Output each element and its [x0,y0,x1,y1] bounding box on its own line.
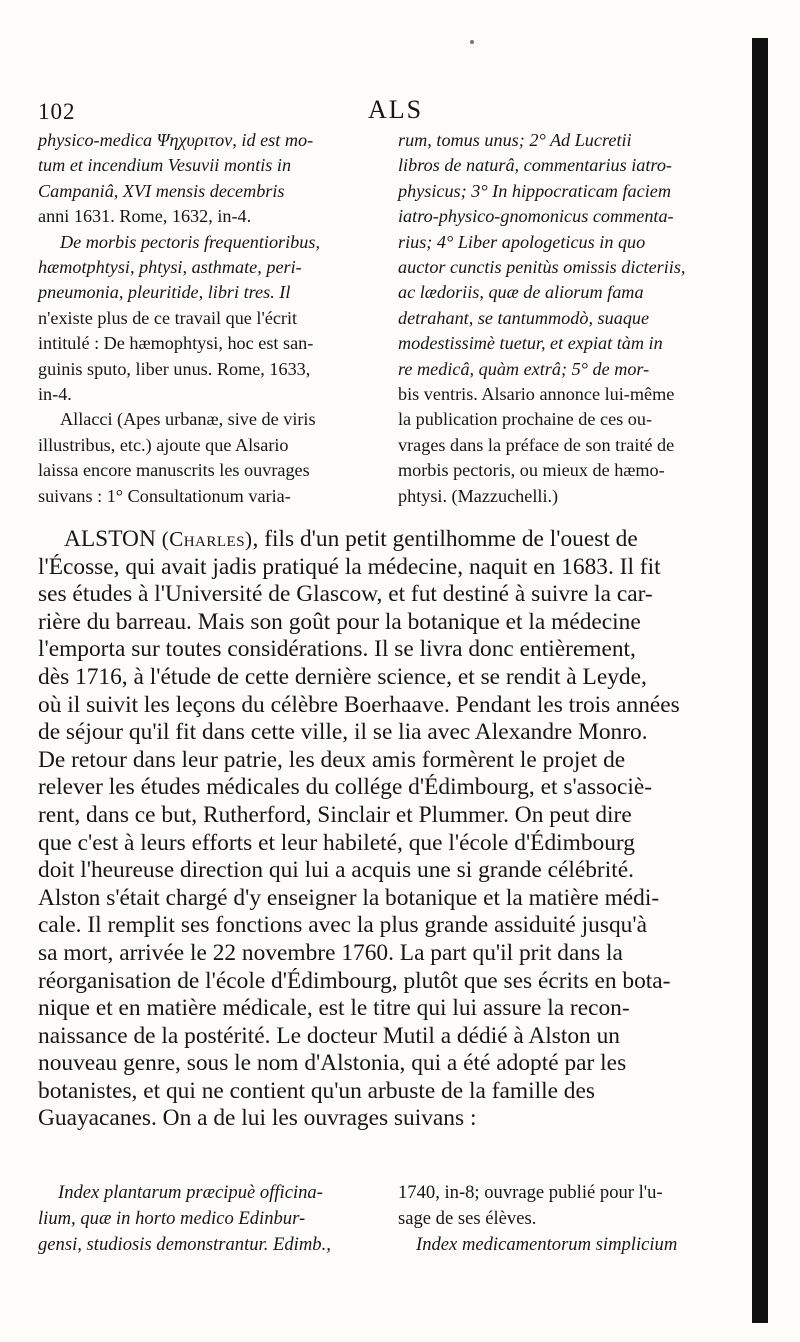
right-line: rum, tomus unus; 2° Ad Lucretii [398,130,632,150]
entry-line: l'emporta sur toutes considérations. Il se livra donc entièrement, [38,636,636,663]
right-line: morbis pectoris, ou mieux de hæmo- [398,460,665,481]
entry-line: botanistes, et qui ne contient qu'un arbuste de la famille des [38,1077,595,1104]
entry-first-name: (Charles) [161,527,253,551]
entry-line: que c'est à leurs efforts et leur habileté, que l'école d'Édimbourg [38,829,635,856]
entry-line: De retour dans leur patrie, les deux amis formèrent le projet de [38,746,626,773]
right-line: iatro-physico-gnomonicus commenta- [398,206,674,227]
right-line: la publication prochaine de ces ou- [398,409,653,430]
main-entry [38,526,730,1133]
left-column [38,128,370,509]
entry-line: , fils d'un petit gentilhomme de l'ouest de [252,526,638,552]
left-line: illustribus, etc.) ajoute que Alsario [38,434,289,455]
bottom-left-column [38,1180,378,1258]
right-line: detrahant, se tantummodò, suaque [398,307,650,328]
entry-line: doit l'heureuse direction qui lui a acquis une si grande célébrité. [38,857,634,884]
left-line: laissa encore manuscrits les ouvrages [38,460,310,481]
entry-first-line [38,526,730,554]
entry-line: l'Écosse, qui avait jadis pratiqué la médecine, naquit en 1683. Il fit [38,553,661,580]
scan-edge-bar [752,38,768,1323]
right-line: auctor cunctis penitùs omissis dicteriis, [398,257,686,278]
bottom-left-line: lium, quæ in horto medico Edinbur- [38,1208,306,1229]
page-number: 102 [38,99,76,124]
right-line: re medicâ, quàm extrâ; 5° de mor- [398,358,650,379]
right-line: libros de naturâ, commentarius iatro- [398,155,672,176]
left-line: hæmotphtysi, phtysi, asthmate, peri- [38,257,302,278]
entry-line: cale. Il remplit ses fonctions avec la plus grande assiduité jusqu'à [38,912,647,939]
entry-headword: ALSTON [64,526,156,552]
entry-line: Guayacanes. On a de lui les ouvrages suivans : [38,1105,477,1132]
entry-line: naissance de la postérité. Le docteur Mutil a dédié à Alston un [38,1022,620,1049]
left-line: physico-medica Ψηχυριτον, id est mo- [38,130,314,150]
left-line: intitulé : De hæmophtysi, hoc est san- [38,333,314,354]
bottom-left-line: gensi, studiosis demonstrantur. Edimb., [38,1234,331,1255]
scan-speck [470,40,474,44]
running-head: ALS [368,95,424,124]
bottom-right-line: sage de ses élèves. [398,1208,537,1229]
entry-line: rière du barreau. Mais son goût pour la botanique et la médecine [38,608,641,635]
right-line: modestissimè tuetur, et expiat tàm in [398,333,663,354]
entry-line: réorganisation de l'école d'Édimbourg, plutôt que ses écrits en bota- [38,967,671,994]
left-line: anni 1631. Rome, 1632, in-4. [38,206,252,227]
entry-line: sa mort, arrivée le 22 novembre 1760. La part qu'il prit dans la [38,939,623,966]
bottom-left-line: Index plantarum præcipuè officina- [58,1182,323,1203]
entry-line: rent, dans ce but, Rutherford, Sinclair et Plummer. On peut dire [38,801,632,828]
bottom-right-line: 1740, in-8; ouvrage publié pour l'u- [398,1182,663,1203]
entry-line: de séjour qu'il fit dans cette ville, il se lia avec Alexandre Monro. [38,719,648,746]
bottom-right-column [398,1180,738,1258]
right-line: bis ventris. Alsario annonce lui-même [398,384,675,405]
entry-line: ses études à l'Université de Glascow, et fut destiné à suivre la car- [38,581,653,608]
entry-line: nique et en matière médicale, est le titre qui lui assure la recon- [38,995,630,1022]
left-line: De morbis pectoris frequentioribus, [60,231,320,252]
left-line: suivans : 1° Consultationum varia- [38,485,291,506]
right-line: rius; 4° Liber apologeticus in quo [398,231,646,252]
left-line: Allacci (Apes urbanæ, sive de viris [60,409,316,430]
entry-line: nouveau genre, sous le nom d'Alstonia, qui a été adopté par les [38,1050,627,1077]
left-line: in-4. [38,384,72,405]
bottom-right-line: Index medicamentorum simplicium [416,1234,678,1255]
left-line: guinis sputo, liber unus. Rome, 1633, [38,358,311,379]
entry-line: dès 1716, à l'étude de cette dernière science, et se rendit à Leyde, [38,663,647,690]
left-line: pneumonia, pleuritide, libri tres. Il [38,282,291,303]
page-header [38,95,743,129]
entry-line: relever les études médicales du collége d'Édimbourg, et s'associè- [38,774,652,801]
right-line: ac lædoriis, quæ de aliorum fama [398,282,644,303]
right-line: vrages dans la préface de son traité de [398,434,675,455]
left-line: Campaniâ, XVI mensis decembris [38,180,285,201]
right-column [398,128,738,509]
entry-line: où il suivit les leçons du célèbre Boerhaave. Pendant les trois années [38,691,680,718]
left-line: n'existe plus de ce travail que l'écrit [38,307,298,328]
right-line: physicus; 3° In hippocraticam faciem [398,180,671,201]
left-line: tum et incendium Vesuvii montis in [38,155,292,176]
right-line: phtysi. (Mazzuchelli.) [398,485,559,506]
entry-line: Alston s'était chargé d'y enseigner la botanique et la matière médi- [38,884,660,911]
